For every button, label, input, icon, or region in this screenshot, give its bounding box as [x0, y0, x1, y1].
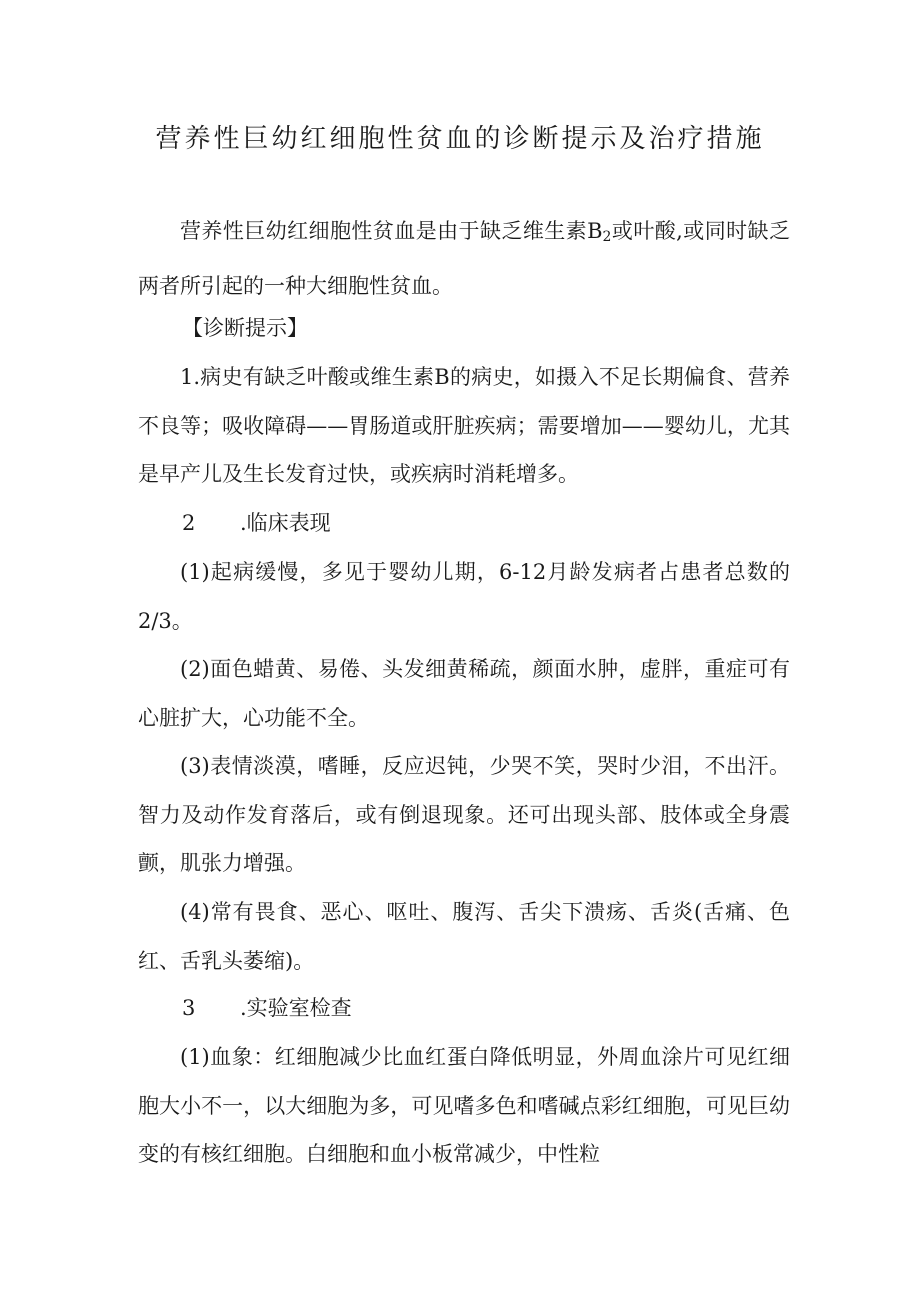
item-2-1-paragraph: (1)起病缓慢，多见于婴幼儿期，6-12月龄发病者占患者总数的2/3。 — [138, 560, 790, 633]
intro-paragraph — [138, 207, 790, 310]
section-heading-diagnosis: 【诊断提示】 — [182, 316, 308, 340]
item-2-2-paragraph: (2)面色蜡黄、易倦、头发细黄稀疏，颜面水肿，虚胖，重症可有心脏扩大，心功能不全。 — [138, 657, 790, 730]
item-1-paragraph: 1.病史有缺乏叶酸或维生素B的病史，如摄入不足长期偏食、营养不良等；吸收障碍——胃肠道或肝脏疾病；需要增加——婴幼儿，尤其是早产儿及生长发育过快，或疾病时消耗增多。 — [138, 365, 790, 486]
document-title: 营养性巨幼红细胞性贫血的诊断提示及治疗措施 — [155, 124, 765, 154]
item-2-3-paragraph: (3)表情淡漠，嗜睡，反应迟钝，少哭不笑，哭时少泪，不出汗。智力及动作发育落后，或有倒退现象。还可出现头部、肢体或全身震颤，肌张力增强。 — [138, 754, 790, 875]
item-3-number: 3 — [182, 996, 196, 1020]
item-3-heading — [182, 984, 352, 1033]
item-3-label: .实验室检查 — [240, 996, 352, 1020]
item-3-1-paragraph: (1)血象：红细胞减少比血红蛋白降低明显，外周血涂片可见红细胞大小不一，以大细胞为多，可见嗜多色和嗜碱点彩红细胞，可见巨幼变的有核红细胞。白细胞和血小板常减少，中性粒 — [138, 1045, 790, 1166]
intro-text-end: 或叶酸,或同时缺乏两者所引起的一种大细胞性贫血。 — [138, 219, 790, 298]
intro-subscript: 2 — [602, 229, 612, 245]
item-2-label: .临床表现 — [240, 511, 331, 535]
intro-text-start: 营养性巨幼红细胞性贫血是由于缺乏维生素B — [180, 219, 603, 243]
item-2-heading — [182, 499, 331, 548]
item-2-number: 2 — [182, 511, 196, 535]
item-2-4-paragraph: (4)常有畏食、恶心、呕吐、腹泻、舌尖下溃疡、舌炎(舌痛、色红、舌乳头萎缩)。 — [138, 900, 790, 973]
